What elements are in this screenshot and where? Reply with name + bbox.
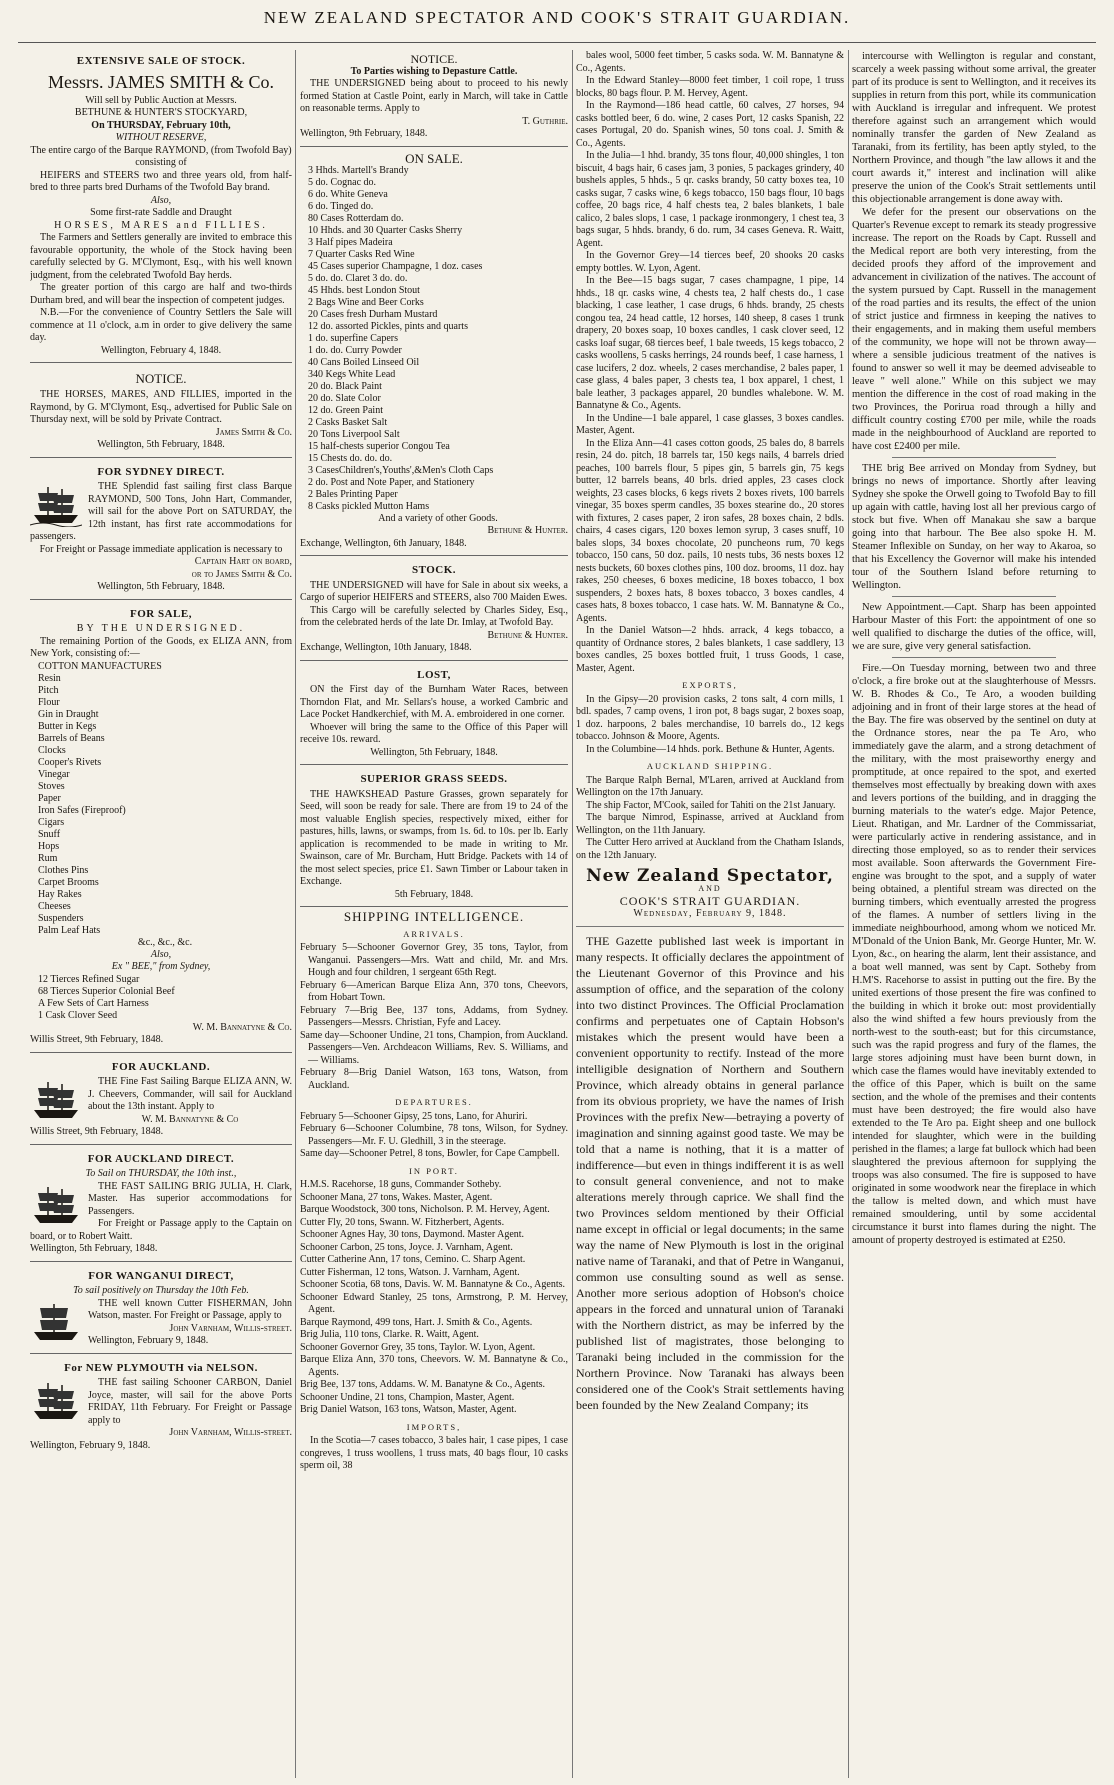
list-item: Clocks [38,744,66,756]
ad-notice-cattle [300,50,568,147]
ad-heading: SUPERIOR GRASS SEEDS. [360,773,508,785]
list-item: 12 do. Green Paint [308,405,383,416]
ad-body: THE fast sailing Schooner CARBON, Daniel Joyce, master, will sail for the above Ports FRIDAY, 11th February. For Freight or Passage apply to [88,1377,292,1426]
ad-dateline: Wellington, February 4, 1848. [100,344,222,356]
subheading: DEPARTURES. [395,1097,473,1107]
list-item: In the Eliza Ann—41 cases cotton goods, 25 bales do, 8 barrels resin, 24 do. pitch, 18 barrels tar, 150 kegs nails, 4 barrels dried peaches, 100 barrels flour, 5 pipes gin, 5 barrels gin, 75 kegs butter, 12 barrels beans, 40 brls. dried apples, 23 cases clock weights, 23 cases blocks, 6 kegs rivets 2 boxes rivets, 100 barrels vinegar, 35 boxes sperm candles, 35 boxes stearine do., 20 stores with fixtures, 2 cases paper, 2 iron safes, 28 boxes chain, 2 bdls. chairs, 4 cases cigars, 120 boxes lemon syrup, 3 cases snuff, 10 bales slops, 34 boxes chocolate, 20 puncheons rum, 70 kegs tobacco, 150 cans, 50 doz. pails, 10 nests tubs, 36 nests boxes 12 nests buckets, 60 boxes clothes pins, 100 doz. brooms, 11 doz. hay rakes, 250 cheeses, 6 boxes medicine, 18 boxes tobacco, 1 box suspenders, 2 boxes hats, 8 boxes tobacco, 3 boxes candles, 4 cases hats, 8 boxes tobacco, 1 case hats. W. M. Bannatyne & Co., Agents. [576,437,844,624]
ad-signature: T. Guthrie. [522,115,568,127]
ad-line: Some first-rate Saddle and Draught [90,207,232,218]
list-item: Cooper's Rivets [38,756,102,768]
ad-extensive-sale [30,50,292,363]
ad-body: For Freight or Passage apply to the Captain on board, or to Robert Waitt. [30,1218,292,1242]
list-item: 8 Casks pickled Mutton Hams [308,501,430,512]
ad-body: The Farmers and Settlers generally are invited to embrace this favourable opportunity, the whole of the Stock having been carefully selected by G. M'Clymont, Esq., with his well known judgment, from the celebrated Twofold Bay herds. [30,232,292,281]
ad-heading: LOST, [417,668,451,681]
list-item: 45 Cases superior Champagne, 1 doz. cases [308,261,483,272]
paper-subtitle: COOK'S STRAIT GUARDIAN. [619,894,801,908]
column-rule [848,50,849,1778]
auctioneer-name: Messrs. JAMES SMITH & Co. [47,71,275,92]
column-2 [300,50,568,1778]
column-rule [295,50,296,1778]
editorial-continued: intercourse with Wellington is regular and constant, scarcely a week passing without some arrival, the greater part of its produce is sent to Wellington, and it receives its supplies in return from this port, while its communication with Auckland is irregular and infrequent. We protest therefore against such an arrangement which would nominally transfer the garden of New Zealand as Taranaki, from its fertility, has been aptly styled, to the Northern Province, and though "the law allows it and the court awards it," interest and inclination will alike preserve the union of the Cook's Strait settlements until this objectionable arrangement is done away with. [852,51,1096,205]
ad-auckland-direct [30,1148,292,1262]
list-item: COTTON MANUFACTURES [38,660,162,672]
editorial-text: THE Gazette published last week is important in many respects. It officially declares the appointment of the Lieutenant Governor of this Province and his assumption of office, and the separation of the colony into two distinct Provinces. The Official Proclamation confirms and perpetuates one of Captain Hobson's mistakes which the present would have been a convenient opportunity to rectify. Instead of the more intelligible designation of Northern and Southern Province, which already obtains in general parlance from its obvious propriety, we have the names of Irish Provinces with the prefix New—betraying a poverty of imagination and sinning against good taste. We may be told that a name is nothing, that it is a matter of indifference—but even in things indifferent it is as well to consult general convenience, and not to make alterations merely through caprice. We shall find the two Provinces seldom mentioned by their Official name except in official or legal documents; in the same way the name of New Plymouth is lost in the original native name of Taranaki, and that of Petre in Wanganui, common use consulting sound as well as sense. Another more serious adoption of Hobson's choice appears in the forced and unnatural union of Taranaki with the Northern district, as may be inferred by the published list of magistrates, those belonging to Taranaki being included in the commission for the Northern Province. Now Taranaki has always been considered one of the Cook's Strait settlements having been founded by the New Zealand Company; its [576,934,844,1412]
list-item: Barque Raymond, 499 tons, Hart. J. Smith & Co., Agents. [300,1316,533,1328]
list-item: 10 Hhds. and 30 Quarter Casks Sherry [308,225,463,236]
shipping-intelligence [300,911,568,1473]
goods-list [308,165,568,525]
ad-dateline: Exchange, Wellington, 10th January, 1848. [300,642,472,653]
ad-signature: W. M. Bannatyne & Co. [192,1021,292,1033]
ship-icon [30,483,82,527]
list-item: &c., &c., &c. [137,936,193,948]
ad-dateline: Wellington, 5th February, 1848. [97,439,225,450]
ad-line: WITHOUT RESERVE, [115,132,207,143]
list-item: Brig Julia, 110 tons, Clarke. R. Waitt, Agent. [300,1329,479,1340]
ad-heading: FOR WANGANUI DIRECT, [88,1269,234,1282]
section-title: SHIPPING INTELLIGENCE. [343,909,525,924]
list-item: In the Undine—1 bale apparel, 1 case glasses, 3 boxes candles. Master, Agent. [576,412,844,436]
ad-line: Will sell by Public Auction at Messrs. [85,94,237,106]
ad-wanganui-direct [30,1265,292,1354]
list-item: Clothes Pins [38,864,89,876]
subheading: IN PORT. [409,1165,459,1176]
ship-icon [30,1183,82,1227]
ad-signature: Bethune & Hunter. [487,629,568,641]
list-item: 2 do. Post and Note Paper, and Stationery [308,477,475,488]
subheading: AUCKLAND SHIPPING. [646,761,774,771]
ad-body: THE well known Cutter FISHERMAN, John Watson, master. For Freight or Passage, apply to [88,1297,292,1321]
list-item: Barque Woodstock, 300 tons, Nicholson. P. M. Hervey, Agent. [300,1204,550,1215]
list-item: Hay Rakes [38,888,82,900]
list-item: Carpet Brooms [38,876,99,888]
list-item: 3 Hhds. Martell's Brandy [308,165,409,176]
ad-dateline: Wellington, 5th February, 1848. [30,1243,158,1254]
ad-body: ON the First day of the Burnham Water Races, between Thorndon Flat, and Mr. Sellars's house, a worked Cambric and Lace Pocket Handkerchief, with M. A. embroidered in one corner. [300,684,568,720]
ad-line: Ex " BEE," from Sydney, [111,961,211,972]
ad-dateline: Willis Street, 9th February, 1848. [30,1034,164,1045]
article-paragraph: THE brig Bee arrived on Monday from Sydney, but brings no news of importance. Shortly after leaving Sydney she spoke the Orwell going to Twofold Bay to fill up again with cattle, having lost all her previous cargo of stock but five. When off Manakau she saw a barque going into that harbour. The Bee also spoke H. M. Steamer Inflexible on Sunday, on her way to Akaroa, so that his Excellency the Governor will make his intended tour of the Southern Island before returning to Wellington. [852,463,1096,591]
list-item: 1 do. do. Curry Powder [308,345,402,356]
ad-line: HORSES, MARES and FILLIES. [54,219,268,231]
imports-continued [576,50,844,675]
subheading: IMPORTS, [406,1421,462,1432]
list-item: 68 Tierces Superior Colonial Beef [38,985,175,997]
column-rule [572,50,573,1778]
paper-title: New Zealand Spectator, [586,866,834,886]
list-item: Palm Leaf Hats [38,924,101,936]
column-3 [576,50,844,1778]
list-item: February 8—Brig Daniel Watson, 163 tons, Watson, from Auckland. [300,1067,568,1091]
ad-new-plymouth [30,1357,292,1458]
list-item: 15 half-chests superior Congou Tea [308,441,450,452]
list-item: Stoves [38,780,65,792]
list-item: 20 Cases fresh Durham Mustard [308,309,438,320]
ad-heading: NOTICE. [135,371,187,386]
list-item: Cigars [38,816,65,828]
list-item: 80 Cases Rotterdam do. [308,213,404,224]
ad-signature: W. M. Bannatyne & Co [141,1113,239,1125]
ad-subheading: BY THE UNDERSIGNED. [76,623,246,634]
list-item: Cutter Fisherman, 12 tons, Watson. J. Varnham, Agent. [300,1266,520,1278]
ad-heading: ON SALE. [405,150,463,166]
list-item: 2 Casks Basket Salt [308,417,388,428]
list-item: Schooner Edward Stanley, 25 tons, Armstrong, P. M. Hervey, Agent. [300,1291,568,1315]
ad-body: N.B.—For the convenience of Country Settlers the Sale will commence at 11 o'clock, a.m in order to give delivery the same day. [30,307,292,343]
ad-stock [300,559,568,661]
ad-heading: NOTICE. [410,52,458,66]
ad-for-sale [30,603,292,1053]
list-item: 12 Tierces Refined Sugar [38,973,140,985]
ad-heading: STOCK. [411,564,457,576]
subheading: ARRIVALS. [403,928,465,939]
ad-dateline: Wellington, 5th February, 1848. [97,581,225,592]
article-paragraph: New Appointment.—Capt. Sharp has been appointed Harbour Master of this Fort: the appointment of one so well qualified to discharge the duties of the office, will, we are sure, give very general satisfaction. [852,602,1096,652]
list-item: Butter in Kegs [38,720,97,732]
list-item: 5 do. do. Claret 3 do. do. [308,273,408,284]
ad-lost [300,664,568,766]
ad-body: Whoever will bring the same to the Office of this Paper will receive 10s. reward. [300,721,568,745]
list-item: Gin in Draught [38,708,99,720]
list-item: In the Julia—1 hhd. brandy, 35 tons flour, 40,000 shingles, 1 ton biscuit, 4 bags hair, 6 cases jam, 3 ponies, 5 packages grindery, 40 bushels apples, 5 hhds., 5 qr. casks brandy, 50 catty boxes tea, 10 casks sugar, 7 casks wine, 6 kegs tobacco, 150 bags flour, 10 bags coffee, 20 bags rice, 4 half chests tea, 2 bales blankets, 1 bale calico, 2 bales slops, 1 case, 1 package ironmongery, 1 chest tea, 3 bags sugar, 5 hhds. brandy, 6 do. rum, 34 cases Geneva. R. Waitt, Agent. [576,150,844,249]
ad-signature: John Varnham, Willis-street. [169,1427,292,1438]
list-item: Barque Eliza Ann, 370 tons, Cheevors. W. M. Bannatyne & Co., Agents. [300,1354,568,1378]
ad-body: THE FAST SAILING BRIG JULIA, H. Clark, Master. Has superior accommodations for Passengers. [88,1180,292,1217]
list-item: Flour [38,696,60,708]
list-item: 6 do. Tinged do. [308,201,374,212]
ad-line: BETHUNE & HUNTER'S STOCKYARD, [74,107,248,118]
ad-body: THE HORSES, MARES, AND FILLIES, imported in the Raymond, by G. M'Clymont, Esq., advertised for Public Sale on Thursday next, will be sold by Private Contract. [30,389,292,425]
list-item: The barque Nimrod, Espinasse, arrived at Auckland from Wellington, on the 11th January. [576,812,844,836]
list-item: The ship Factor, M'Cook, sailed for Tahiti on the 21st January. [586,799,836,811]
ad-dateline: 5th February, 1848. [394,888,474,900]
list-item: Brig Bee, 137 tons, Addams. W. M. Banatyne & Co., Agents. [300,1379,545,1390]
ad-for-auckland [30,1056,292,1145]
list-item: In the Edward Stanley—8000 feet timber, 1 coil rope, 1 truss blocks, 80 bags flour. P. M. Hervey, Agent. [576,75,844,99]
ad-body: HEIFERS and STEERS two and three years old, from half-bred to three parts bred Durhams of the Twofold Bay brand. [30,169,292,193]
list-item: 15 Chests do. do. do. [308,453,393,464]
column-4 [852,50,1096,1778]
ad-signature: or to James Smith & Co. [191,568,292,580]
column-1 [30,50,292,1778]
list-item: bales wool, 5000 feet timber, 5 casks soda. W. M. Bannatyne & Co., Agents. [576,50,844,74]
list-item: 340 Kegs White Lead [308,369,396,380]
list-item: Schooner Carbon, 25 tons, Joyce. J. Varnham, Agent. [300,1241,513,1253]
list-item: February 6—Schooner Columbine, 78 tons, Wilson, for Sydney. Passengers—Mr. F. U. Gledhill, 3 in the steerage. [300,1123,568,1147]
list-item: H.M.S. Racehorse, 18 guns, Commander Sotheby. [300,1179,502,1190]
ad-dateline: Wellington, 9th February, 1848. [300,128,428,139]
ad-body: This Cargo will be carefully selected by Charles Sidey, Esq., from the celebrated herds of the late Dr. Imlay, at Twofold Bay. [300,604,568,628]
list-item: Resin [38,672,61,684]
list-item: Iron Safes (Fireproof) [38,804,126,816]
ad-heading: FOR AUCKLAND DIRECT. [87,1152,235,1165]
list-item: 5 do. Cognac do. [308,177,377,188]
issue-date: Wednesday, February 9, 1848. [576,908,844,928]
ship-icon [30,1300,82,1344]
list-item: 2 Bags Wine and Beer Corks [308,297,424,308]
ad-signature: James Smith & Co. [215,426,292,438]
ad-line: Also, [150,948,172,960]
ad-line: Also, [150,194,172,206]
list-item: 45 Hhds. best London Stout [308,285,420,296]
list-item: February 6—American Barque Eliza Ann, 370 tons, Cheevors, from Hobart Town. [300,979,568,1003]
list-item: The Barque Ralph Bernal, M'Laren, arrived at Auckland from Wellington on the 17th January. [576,774,844,798]
ad-sydney-direct [30,461,292,600]
list-item: Schooner Governor Grey, 35 tons, Taylor. W. Lyon, Agent. [300,1341,536,1353]
list-item: 3 Half pipes Madeira [308,237,393,248]
list-item: 3 CasesChildren's,Youths',&Men's Cloth Caps [308,465,494,476]
ad-signature: John Varnham, Willis-street. [169,1322,292,1334]
list-item: Schooner Undine, 21 tons, Champion, Master, Agent. [300,1391,515,1403]
goods-list [38,974,292,1022]
ship-icon [30,1379,82,1423]
list-item: Suspenders [38,912,84,924]
list-item: 12 do. assorted Pickles, pints and quarts [308,321,468,332]
list-item: Same day—Schooner Petrel, 8 tons, Bowler, for Cape Campbell. [300,1148,560,1159]
list-item: Schooner Agnes Hay, 30 tons, Daymond. Master Agent. [300,1229,525,1240]
sale-date: On THURSDAY, February 10th, [91,119,231,131]
list-item: 20 Tons Liverpool Salt [308,429,400,440]
list-item: 20 do. Black Paint [308,381,382,392]
list-item: Cutter Catherine Ann, 17 tons, Cemino. C. Sharp Agent. [300,1254,526,1265]
ad-body: The greater portion of this cargo are half and two-thirds Durham bred, and will bear the inspection of competent judges. [30,282,292,306]
ad-heading: FOR SALE, [130,607,192,620]
ad-dateline: Wellington, February 9, 1848. [30,1439,151,1451]
ad-body: THE UNDERSIGNED being about to proceed to his newly formed Station at Castle Point, early in March, will take in Cattle on reasonable terms. Apply to [300,78,568,114]
ad-dateline: Wellington, February 9, 1848. [88,1335,209,1346]
ad-body: The remaining Portion of the Goods, ex ELIZA ANN, from New York, consisting of:— [30,635,292,659]
ad-on-sale [300,150,568,557]
list-item: In the Raymond—186 head cattle, 60 calves, 27 horses, 94 casks bottled beer, 6 do. wine, 2 cases Port, 12 casks Spanish, 22 cases Portugal, 20 do. Spanish wines, 50 tons coal. J. Smith & Co., Agents. [576,100,844,149]
ad-signature: Bethune & Hunter. [487,525,568,536]
list-item: In the Columbine—14 hhds. pork. Bethune & Hunter, Agents. [586,743,835,755]
ad-dateline: Willis Street, 9th February, 1848. [30,1126,164,1137]
list-item: 1 do. superfine Capers [308,333,398,344]
ad-subheading: To Sail on THURSDAY, the 10th inst., [85,1168,237,1179]
ad-notice-horses [30,366,292,458]
list-item: Same day—Schooner Undine, 21 tons, Champion, from Auckland. Passengers—Ven. Archdeacon Williams, Rev. S. Williams, and — Williams. [300,1029,568,1066]
ad-body: THE HAWKSHEAD Pasture Grasses, grown separately for Seed, will soon be ready for sale. There are from 19 to 24 of the most valuable English species, respectively mixed, either for pastures, hills, lawns, or swamps, from 1s. 6d. to 10s. per lb. Early application is recommended to be made in writing to Mr. Swainson, care of Mr. Burcham, Hutt Bridge. Packets with 14 of the most select species, price £1. Sawn Timber or Labour taken in Exchange. [300,788,568,887]
ad-line: For Freight or Passage immediate application is necessary to [39,543,283,555]
masthead-rule [18,42,1096,43]
imports-text: In the Scotia—7 cases tobacco, 3 bales hair, 1 case pipes, 1 case congreves, 1 truss woollens, 1 truss mats, 40 bags flour, 10 casks sperm oil, 38 [300,1435,568,1471]
list-item: 2 Bales Printing Paper [308,489,398,500]
list-item: 40 Cans Boiled Linseed Oil [308,357,420,368]
ad-body: THE UNDERSIGNED will have for Sale in about six weeks, a Cargo of superior HEIFERS and STEERS, also 700 Maiden Ewes. [300,579,568,603]
list-item: A Few Sets of Cart Harness [38,997,149,1009]
ad-body: THE Fine Fast Sailing Barque ELIZA ANN, W. J. Cheevers, Commander, will sail for Auckland about the 13th instant. Apply to [88,1076,292,1112]
list-item: In the Bee—15 bags sugar, 7 cases champagne, 1 pipe, 14 hhds., 18 qr. casks wine, 4 chests tea, 2 half chests do., 1 case blacking, 1 case leather, 1 case drugs, 6 hhds. brandy, 25 chests congou tea, 24 head cattle, 12 horses, 140 sheep, 8 cases 1 trunk drapery, 20 boxes soap, 10 boxes candles, 1 cask clover seed, 12 casks loaf sugar, 68 tierces beef, 1 bale tweeds, 15 kegs tobacco, 2 casks woollens, 5 casks herrings, 24 rounds beef, 1 case harness, 1 case lucifers, 2 doz. wheels, 2 cases merchandise, 2 bales paper, 1 case glass, 4 bales paper, 3 chests tea, 1 box apparel, 1 chest, 1 bale leather, 3 packages apparel, 20 bundles whalebone. W. M. Bannatyne & Co., Agents. [576,275,844,411]
list-item: Hops [38,840,60,852]
list-item: In the Governor Grey—14 tierces beef, 20 shooks 20 casks empty bottles. W. Lyon, Agent. [576,250,844,274]
list-item: Snuff [38,828,61,840]
list-item: 1 Cask Clover Seed [38,1009,118,1021]
ad-signature: Captain Hart on board, [194,556,292,567]
list-item: 6 do. White Geneva [308,189,388,200]
list-item: In the Gipsy—20 provision casks, 2 tons salt, 4 corn mills, 1 bdl. spades, 7 camp ovens, 1 iron pot, 8 bags sugar, 2 boxes soap, 1 doz. harpoons, 2 bales merchandise, 10 barrels do., 12 kegs tobacco. Johnson & Moore, Agents. [576,693,844,742]
list-item: Cutter Fly, 20 tons, Swann. W. Fitzherbert, Agents. [300,1216,505,1228]
list-item: Rum [38,852,58,864]
ship-icon [30,1078,82,1122]
list-item: 7 Quarter Casks Red Wine [308,249,415,260]
list-item: Vinegar [38,768,70,780]
ad-heading: For NEW PLYMOUTH via NELSON. [64,1361,258,1374]
ad-subheading: To Parties wishing to Depasture Cattle. [350,65,518,77]
ad-grass-seeds [300,768,568,907]
list-item: 20 do. Slate Color [308,393,381,404]
list-item: Barrels of Beans [38,732,105,744]
list-item: February 5—Schooner Gipsy, 25 tons, Lano, for Ahuriri. [300,1110,528,1122]
list-item: The Cutter Hero arrived at Auckland from the Chatham Islands, on the 12th January. [576,837,844,861]
list-item: February 5—Schooner Governor Grey, 35 tons, Taylor, from Wanganui. Passengers—Mrs. Watt and child, Mr. and Mrs. Hough and four children, 1 sergeant 65th Regt. [300,942,568,978]
ad-dateline: Exchange, Wellington, 6th January, 1848. [300,537,467,549]
article-paragraph: Fire.—On Tuesday morning, between two and three o'clock, a fire broke out at the slaughterhouse of Messrs. W. B. Rhodes & Co., Te Aro, a wooden building adjoining and in front of their large stores at the head of the Bay. The fire was observed by the sentinel on duty at the Ordnance stores, near the pa Te Aro, who immediately gave the alarm, and a strong detachment of the military, with the most praiseworthy energy and promptitude, at once repaired to the spot, and exerted themselves most effectually by breaking down with axes and levers portions of the building, and in dragging the burning materials to the water's edge. Major Petence, Lieut. Rhatigan, and Mr. Lardner of the Commissariat, were particularly active in rendering assistance, and in directing those employed, so as to render their services most available. Soon afterwards the Government Fire-engine was brought to the spot, and a supply of water being obtained, a plentiful stream was directed on the burning timbers, which eventually arrested the progress of the flames. A number of settlers living in the immediate neighbourhood, among whom we noticed Mr. M'Donald of the Union Bank, Mr. George Hunter, Mr. W. Lyon, &c., on hearing the alarm, lent their assistance, and a boat well manned, was sent by Capt. Sotheby from H.M'S. Racehorse to assist in putting out the fire. By the united exertions of those present the fire was confined to the building in which it broke out: most providentially also the wind shifted a few hours previously from the north-west to the south-east; but for this circumstance, such was the rapid progress and fury of the flames, the large stores adjoining must have been burnt down, in which case the flames would have inevitably extended to the office of this Paper, which is built on the same section, and the whole of the premises and their contents must have been destroyed; the fire would also have extended to the Te Aro pa. Eight sheep and one bullock intended for slaughter, which were in the building perished in the flames; a large fat bullock which had been slaughtered the previous afternoon for supplying the troops was also consumed. The fire is supposed to have originated in some woodwork near the fireplace in which the tallow is melted down, and which must have remained smouldering, until by some accidental circumstance it burst into flames during the night. The amount of property destroyed is estimated at £250. [852,663,1096,1246]
ad-body: THE Splendid fast sailing first class Barque RAYMOND, 500 Tons, John Hart, Commander, will sail for the above Port on SATURDAY, the 12th instant, has first rate accommodations for passengers. [30,481,292,542]
list-item: Cheeses [38,900,71,912]
ad-heading: FOR SYDNEY DIRECT. [97,465,225,478]
list-item: February 7—Brig Bee, 137 tons, Addams, from Sydney. Passengers—Messrs. Christian, Fyfe and Lacey. [300,1004,568,1028]
list-item: Schooner Mana, 27 tons, Wakes. Master, Agent. [300,1191,493,1203]
ad-dateline: Wellington, 5th February, 1848. [370,746,498,758]
list-item: Paper [38,792,61,804]
list-item: Pitch [38,684,59,696]
subheading: EXPORTS, [682,680,738,690]
ad-line: The entire cargo of the Barque RAYMOND, (from Twofold Bay) consisting of [30,144,292,168]
list-item: In the Daniel Watson—2 hhds. arrack, 4 kegs tobacco, a quantity of Ordnance stores, 2 bales blankets, 1 case saddlery, 13 boxes candles, 25 boxes bottled fruit, 1 truss Goods, 1 case, Master, Agent. [576,625,844,674]
list-item: Schooner Scotia, 68 tons, Davis. W. M. Bannatyne & Co., Agents. [300,1279,565,1290]
ad-subheading: To sail positively on Thursday the 10th Feb. [73,1285,249,1296]
paper-and: AND [698,883,722,893]
list-item: Brig Daniel Watson, 163 tons, Watson, Master, Agent. [300,1404,517,1415]
list-item: And a variety of other Goods. [378,513,498,524]
ad-heading: FOR AUCKLAND. [111,1060,211,1073]
masthead: NEW ZEALAND SPECTATOR AND COOK'S STRAIT GUARDIAN. [263,8,851,27]
article-paragraph: We defer for the present our observations on the Quarter's Revenue except to remark its steady progressive increase. The report on the Roads by Capt. Russell and the Medical report are both very interesting, from the decided proofs they afford of the improvement and advancement in civilization of the natives. The account of the system pursued by Capt. Russell in the management of the road parties and its results, the effect of the union of strict justice and firmness in keeping the natives to their engagements, and in making them useful members of the community, we hope will not be thrown away—where a sensible judicious treatment of the natives is found to answer so well it may be deemed adviseable to leave " well alone." While on this subject we may mention the difference in the cost of road making in the two Provinces, the Porirua road through a hilly and difficult country costing £700 per mile, while the roads made in the neighbourhood of Auckland are reported to have cost £2400 per mile. [852,207,1096,452]
ad-heading: EXTENSIVE SALE OF STOCK. [76,55,246,67]
goods-list [38,661,292,949]
